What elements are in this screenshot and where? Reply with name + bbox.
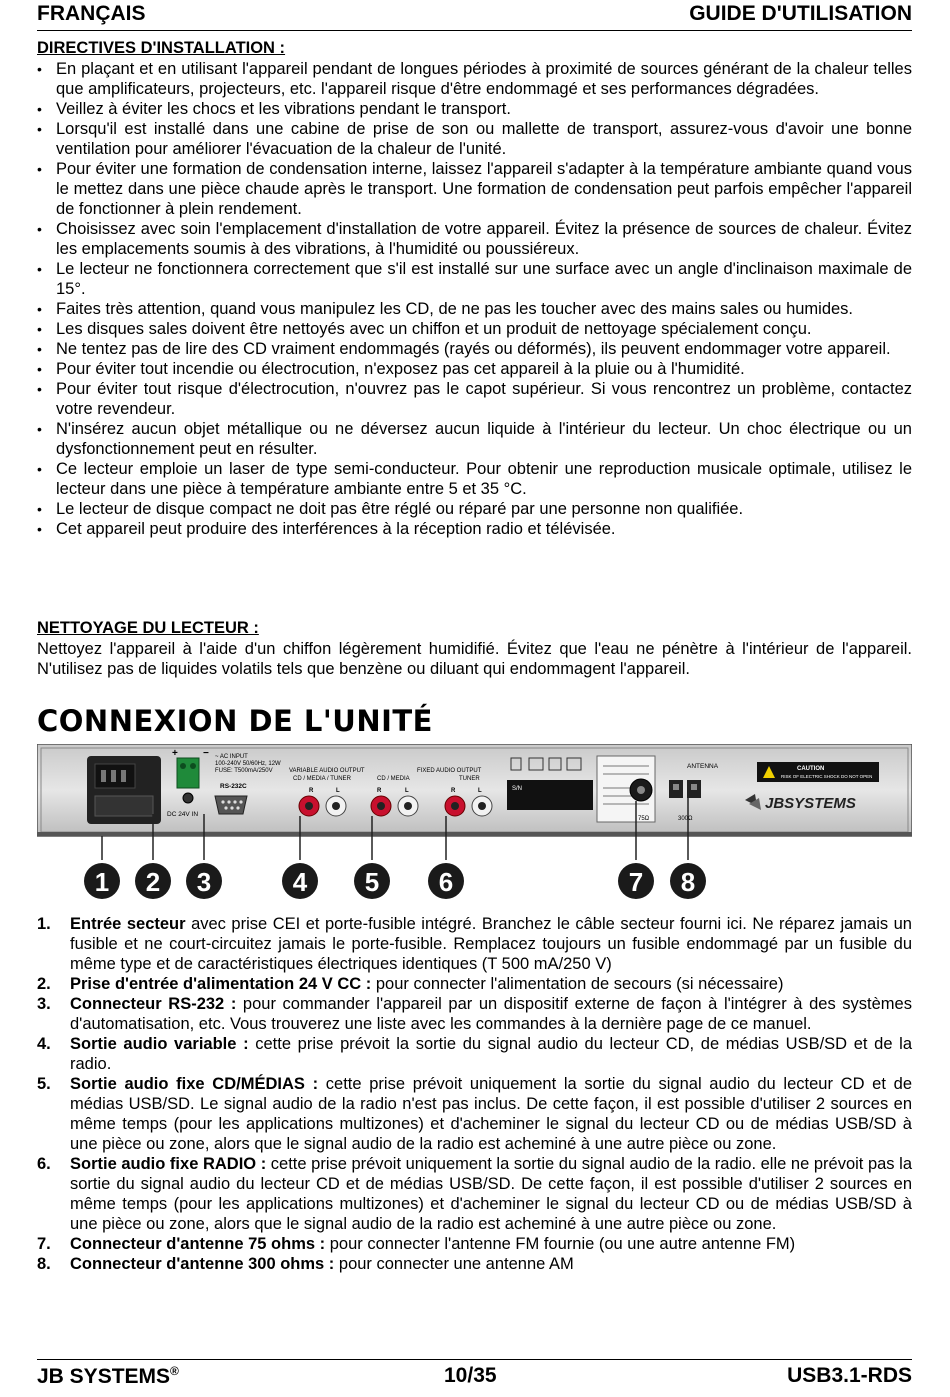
install-section-title: DIRECTIVES D'INSTALLATION : [37, 39, 286, 57]
rs232-port-icon [215, 796, 247, 814]
antenna-label: ANTENNA [687, 763, 719, 770]
list-item: 8. Connecteur d'antenne 300 ohms : pour connecter une antenne AM [37, 1255, 574, 1273]
list-item: • En plaçant et en utilisant l'appareil pendant de longues périodes à proximité de sources générant de la chaleur telles que amplificateurs, projecteurs, etc. l'appareil risque d'être endommagé et ses performances dégradées. [37, 59, 912, 99]
callout-badge-4 [282, 863, 318, 899]
footer-model: USB3.1-RDS [787, 1364, 912, 1387]
list-item: • Pour éviter tout incendie ou électrocution, n'exposez pas cet appareil à la pluie ou à l'humidité. [37, 359, 912, 379]
header-guide-title: GUIDE D'UTILISATION [689, 2, 912, 25]
serial-number-label: S/N [512, 786, 523, 792]
antenna-75-connector-icon [630, 779, 652, 801]
callout-badge-6 [428, 863, 464, 899]
connections-list [37, 914, 912, 1274]
svg-text:2: 2 [145, 867, 161, 897]
footer-page-number: 10/35 [444, 1364, 497, 1387]
svg-text:6: 6 [438, 867, 454, 897]
svg-text:7: 7 [628, 867, 644, 897]
caution-text: RISK OF ELECTRIC SHOCK DO NOT OPEN [781, 774, 873, 779]
rear-panel-illustration [37, 744, 912, 904]
list-item: • Lorsqu'il est installé dans une cabine de prise de son ou mallette de transport, assurez-vous d'avoir une bonne ventilation pour améliorer l'évacuation de la chaleur de l'unité. [37, 119, 912, 159]
install-list [37, 59, 912, 539]
list-item: 7. Connecteur d'antenne 75 ohms : pour connecter l'antenne FM fournie (ou une autre antenne FM) [37, 1235, 796, 1253]
svg-text:L: L [478, 788, 482, 794]
list-item: • Faites très attention, quand vous manipulez les CD, de ne pas les toucher avec des mains sales ou humides. [37, 299, 912, 319]
footer-brand: JB SYSTEMS® [37, 1364, 179, 1388]
serial-number-plate [507, 780, 593, 810]
callout-badge-1 [84, 863, 120, 899]
svg-text:R: R [451, 788, 456, 794]
list-item: • Ce lecteur emploie un laser de type semi-conducteur. Pour obtenir une reproduction musicale optimale, utilisez le lecteur dans une pièce à température ambiante entre 5 et 35 °C. [37, 459, 912, 499]
list-item: • Cet appareil peut produire des interférences à la réception radio et télévisée. [37, 519, 912, 539]
connect-section-title: CONNEXION DE L'UNITÉ [37, 704, 433, 738]
caution-label [757, 762, 879, 782]
list-item: 1. Entrée secteur avec prise CEI et porte-fusible intégré. Branchez le câble secteur fourni ici. Ne réparez jamais un fusible et ne court-circuitez jamais le porte-fusible. Remplacez toujours un fusible endommagé par un fusible du même type et de caractéristiques électriques identiques (T 500 mA/250 V) [37, 915, 912, 973]
callout-badge-2 [135, 863, 171, 899]
list-item: • Les disques sales doivent être nettoyés avec un chiffon et un produit de nettoyage spécialement conçu. [37, 319, 912, 339]
antenna-300-label: 300Ω [678, 816, 693, 822]
fixed-tuner-label: TUNER [459, 776, 480, 782]
variable-output-label: VARIABLE AUDIO OUTPUT [289, 768, 365, 774]
list-item: 4. Sortie audio variable : cette prise prévoit la sortie du signal audio du lecteur CD, de médias USB/SD et de la radio. [37, 1035, 912, 1073]
list-item: • Pour éviter une formation de condensation interne, laissez l'appareil s'adapter à la température ambiante quand vous le mettez dans une pièce chaude après le transport. Une formation de condensation peut parfois empêcher l'appareil de fonctionner à plein rendement. [37, 159, 912, 219]
svg-text:8: 8 [680, 867, 696, 897]
list-item: • Ne tentez pas de lire des CD vraiment endommagés (rayés ou déformés), ils peuvent endommager votre appareil. [37, 339, 912, 359]
header-language: FRANÇAIS [37, 2, 146, 25]
ac-inlet-icon [87, 756, 161, 824]
cleaning-text: Nettoyez l'appareil à l'aide d'un chiffon légèrement humidifié. Évitez que l'eau ne pénètre à l'intérieur de l'appareil. N'utilisez pas de liquides volatils tels que benzène ou diluant qui endommagent l'appareil. [37, 640, 912, 678]
list-item: • Le lecteur de disque compact ne doit pas être réglé ou réparé par une personne non qualifiée. [37, 499, 912, 519]
callout-badge-7 [618, 863, 654, 899]
svg-text:R: R [309, 788, 314, 794]
svg-text:1: 1 [94, 867, 110, 897]
dc-plus-label: + [172, 748, 178, 759]
brand-logo-text: JBSYSTEMS [765, 795, 856, 812]
list-item: • Le lecteur ne fonctionnera correctement que s'il est installé sur une surface avec un angle d'inclinaison maximale de 15°. [37, 259, 912, 299]
ac-input-label: ~ AC INPUT [215, 754, 248, 760]
svg-text:5: 5 [364, 867, 380, 897]
list-item: • N'insérez aucun objet métallique ou ne déversez aucun liquide à l'intérieur du lecteur. Un choc électrique ou un dysfonctionnement peut en résulter. [37, 419, 912, 459]
list-item: 6. Sortie audio fixe RADIO : cette prise prévoit uniquement la sortie du signal audio de la radio. elle ne prévoit pas la sortie du signal audio du lecteur CD et de médias USB/SD. De cette façon, il est possible d'utiliser 2 sources en même temps (pour les applications multizones) et d'acheminer le signal du lecteur CD ou de médias USB/SD à une pièce ou zone, alors que le signal audio de la radio est acheminé à une autre pièce ou zone. [37, 1155, 912, 1233]
fixed-output-label: FIXED AUDIO OUTPUT [417, 768, 482, 774]
list-item: • Veillez à éviter les chocs et les vibrations pendant le transport. [37, 99, 912, 119]
callout-badge-5 [354, 863, 390, 899]
svg-text:4: 4 [292, 867, 308, 897]
svg-text:L: L [405, 788, 409, 794]
dc-minus-label: − [203, 748, 209, 759]
cleaning-section-title: NETTOYAGE DU LECTEUR : [37, 619, 259, 637]
manual-page [37, 0, 912, 1397]
list-item: 3. Connecteur RS-232 : pour commander l'appareil par un dispositif externe de façon à l'intégrer à des systèmes d'automatisation, etc. Vous trouverez une liste avec les commandes à la dernière page de ce manuel. [37, 995, 912, 1033]
ac-rating-label: 100-240V 50/60Hz, 12W [215, 761, 281, 767]
svg-text:3: 3 [196, 867, 212, 897]
fixed-cd-label: CD / MEDIA [377, 776, 410, 782]
page-footer [37, 1359, 912, 1390]
dc-in-label: DC 24V IN [167, 811, 199, 818]
callout-badge-3 [186, 863, 222, 899]
svg-text:R: R [377, 788, 382, 794]
variable-output-sub-label: CD / MEDIA / TUNER [293, 776, 351, 782]
caution-title: CAUTION [797, 766, 825, 772]
page-header [37, 2, 912, 31]
list-item: 5. Sortie audio fixe CD/MÉDIAS : cette prise prévoit uniquement la sortie du signal audio du lecteur CD et de médias USB/SD. Le signal audio de la radio n'est pas inclus. De cette façon, il est possible d'utiliser 2 sources en même temps (pour les applications multizones) et d'acheminer le signal du lecteur CD ou de médias USB/SD à une pièce ou zone, alors que le signal audio de la radio est acheminé à une autre pièce ou zone. [37, 1075, 912, 1153]
panel-chassis [37, 744, 912, 836]
list-item: 2. Prise d'entrée d'alimentation 24 V CC : pour connecter l'alimentation de secours (si nécessaire) [37, 975, 784, 993]
list-item: • Pour éviter tout risque d'électrocution, n'ouvrez pas le capot supérieur. Si vous rencontrez un problème, contactez votre revendeur. [37, 379, 912, 419]
svg-text:L: L [336, 788, 340, 794]
antenna-75-label: 75Ω [638, 816, 650, 822]
callout-badge-8 [670, 863, 706, 899]
rs232-label: RS-232C [220, 783, 247, 790]
list-item: • Choisissez avec soin l'emplacement d'installation de votre appareil. Évitez la présence de sources de chaleur. Évitez les emplacements soumis à des vibrations, à l'humidité ou poussiéreux. [37, 219, 912, 259]
fuse-label: FUSE: T500mA/250V [215, 768, 273, 774]
